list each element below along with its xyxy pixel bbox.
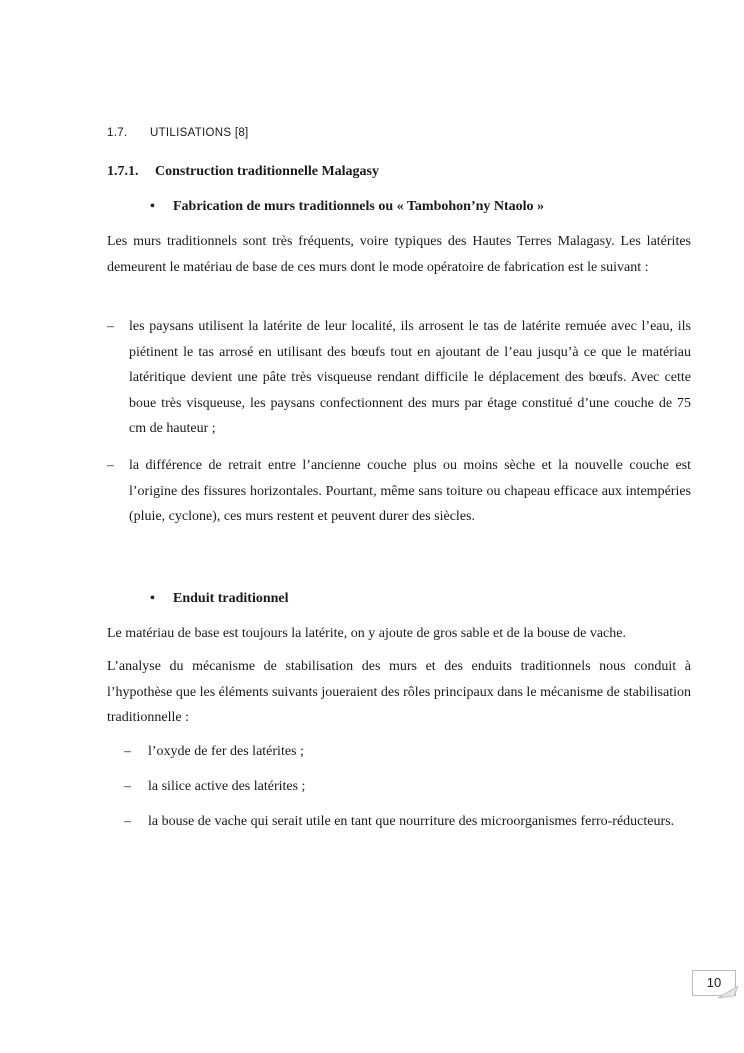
paragraph-intro: Les murs traditionnels sont très fréquents, voire typiques des Hautes Terres Malagasy. Les latérites demeurent le matériau de base de ces murs dont le mode opératoire de fabrication est le suivant : (107, 234, 691, 275)
subsection-heading-1-7-1 (107, 164, 379, 180)
dash-icon: – (107, 319, 114, 334)
paragraph-analysis: L’analyse du mécanisme de stabilisation des murs et des enduits traditionnels nous conduit à l’hypothèse que les éléments suivants joueraient des rôles principaux dans le mécanisme de stabilisation traditionnelle : (107, 659, 691, 725)
list-item-text: l’oxyde de fer des latérites ; (148, 744, 304, 759)
list-item (107, 314, 691, 442)
page-curl-icon (718, 986, 738, 998)
list-item-text: les paysans utilisent la latérite de leur localité, ils arrosent le tas de latérite remuée avec l’eau, ils piétinent le tas arrosé en utilisant des bœufs tout en ajoutant de l’eau jusqu’à ce que le matériau latéritique devient une pâte très visqueuse rendant difficile le déplacement des bœufs. Avec cette boue très visqueuse, les paysans confectionnent des murs par étage constitué d’une couche de 75 cm de hauteur ; (129, 319, 691, 436)
bullet-heading-label: Fabrication de murs traditionnels ou « Tambohon’ny Ntaolo » (173, 199, 545, 214)
list-item-text: la différence de retrait entre l’ancienne couche plus ou moins sèche et la nouvelle couche est l’origine des fissures horizontales. Pourtant, même sans toiture ou chapeau efficace aux intempéries (pluie, cyclone), ces murs restent et peuvent durer des siècles. (129, 458, 691, 524)
list-item-text: la silice active des latérites ; (148, 779, 306, 794)
bullet-icon: • (150, 199, 155, 214)
subsection-title: Construction traditionnelle Malagasy (155, 164, 379, 179)
subsection-number: 1.7.1. (107, 164, 139, 179)
list-item (124, 774, 691, 800)
list-item-text: la bouse de vache qui serait utile en tant que nourriture des microorganismes ferro-réducteurs. (148, 814, 675, 829)
bullet-icon: • (150, 591, 155, 606)
page-number: 10 (692, 970, 736, 996)
dash-icon: – (124, 744, 131, 759)
dash-icon: – (124, 779, 131, 794)
bullet-heading-label: Enduit traditionnel (173, 591, 289, 606)
list-item (124, 809, 691, 835)
paragraph-base-material: Le matériau de base est toujours la latérite, on y ajoute de gros sable et de la bouse de vache. (107, 626, 626, 641)
section-number: 1.7. (107, 127, 128, 139)
dash-icon: – (107, 458, 114, 473)
dash-icon: – (124, 814, 131, 829)
section-title: UTILISATIONS [8] (150, 127, 249, 139)
list-item (124, 739, 691, 765)
list-item (107, 453, 691, 530)
